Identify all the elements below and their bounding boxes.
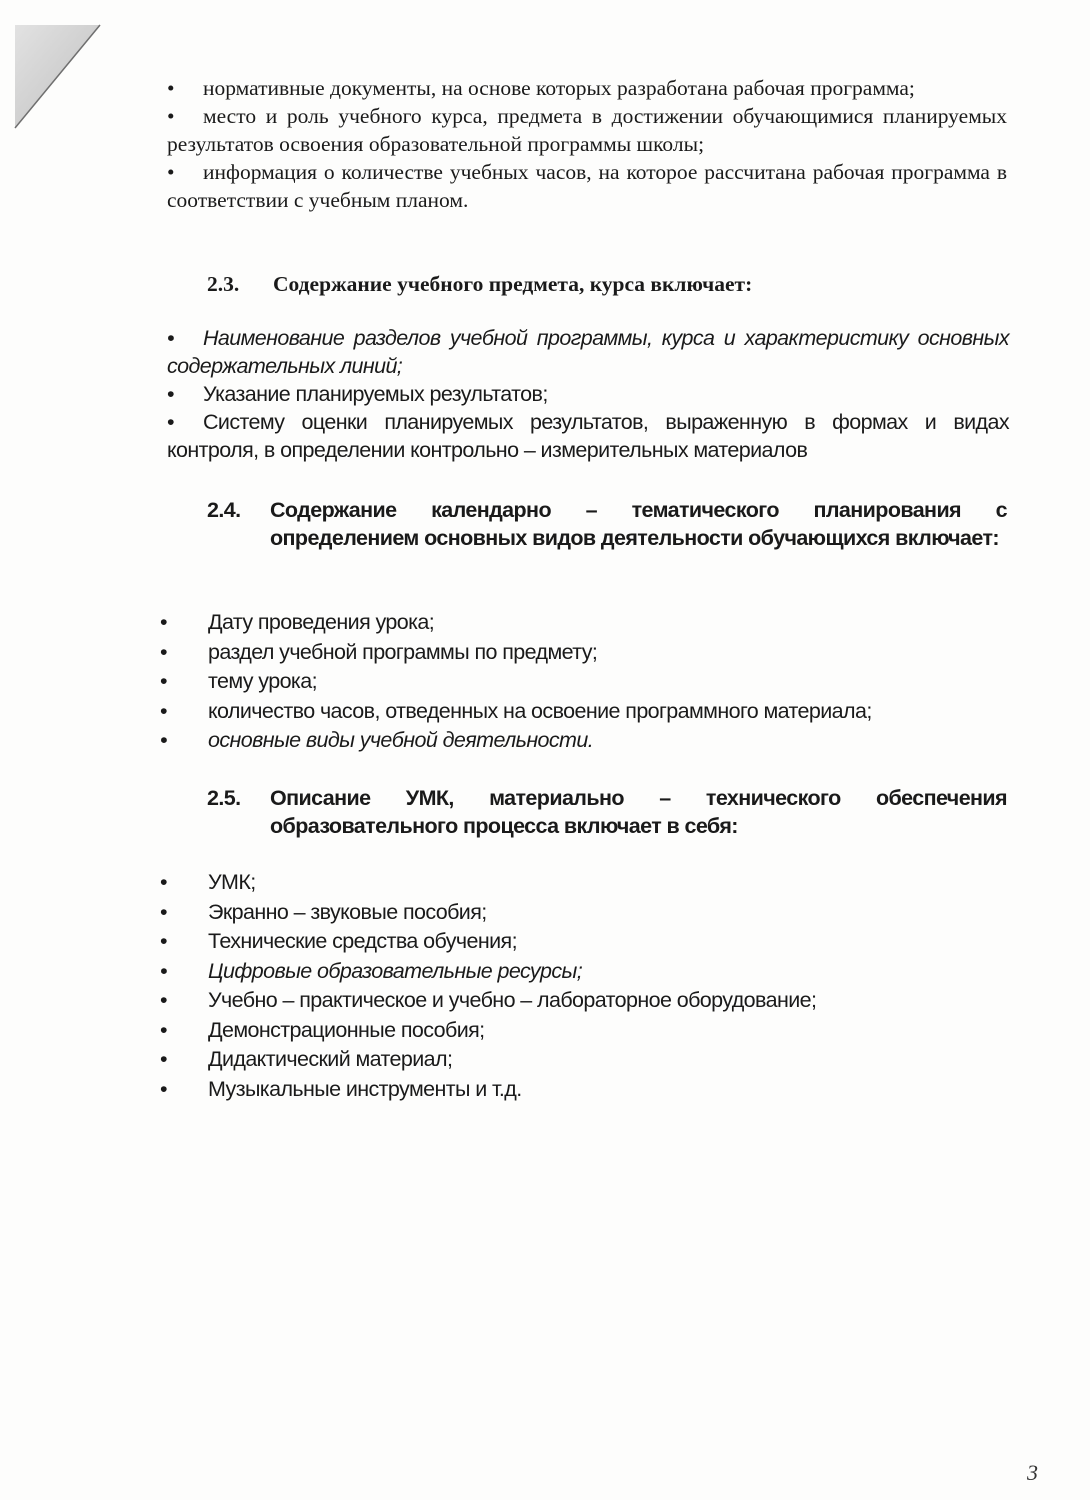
section-heading-2-4: 2.4. Содержание календарно – тематического планирования с определением основных видов деятельности обучающихся включает: xyxy=(207,498,1007,550)
section-2-4-list xyxy=(160,608,1010,756)
list-item: • основные виды учебной деятельности. xyxy=(160,728,594,752)
page-number: 3 xyxy=(1027,1460,1038,1485)
list-item: • Наименование разделов учебной программы, курса и характеристику основных содержательных линий; xyxy=(167,324,1009,380)
list-item: • Демонстрационные пособия; xyxy=(160,1017,485,1042)
section-heading-2-5: 2.5. Описание УМК, материально – технического обеспечения образовательного процесса включает в себя: xyxy=(207,786,1007,838)
list-item: • Дидактический материал; xyxy=(160,1047,453,1071)
list-item: • нормативные документы, на основе которых разработана рабочая программа; xyxy=(167,74,1007,102)
list-item: • Дату проведения урока; xyxy=(160,610,435,634)
list-item: • Указание планируемых результатов; xyxy=(167,380,1009,408)
list-item: • Музыкальные инструменты и т.д. xyxy=(160,1076,522,1101)
list-item: • Учебно – практическое и учебно – лабораторное оборудование; xyxy=(160,988,817,1012)
intro-list xyxy=(167,74,1007,214)
list-item: • УМК; xyxy=(160,870,256,894)
list-item: • информация о количестве учебных часов, на которое рассчитана рабочая программа в соответствии с учебным планом. xyxy=(167,158,1007,214)
folded-corner-scan-artifact xyxy=(0,0,110,135)
list-item: • Технические средства обучения; xyxy=(160,929,517,953)
list-item: • тему урока; xyxy=(160,669,317,693)
list-item: • Экранно – звуковые пособия; xyxy=(160,899,487,924)
list-item: • количество часов, отведенных на освоение программного материала; xyxy=(160,698,872,723)
section-2-3-list xyxy=(167,324,1009,464)
list-item: • раздел учебной программы по предмету; xyxy=(160,639,598,664)
section-heading-2-3: 2.3. Содержание учебного предмета, курса включает: xyxy=(207,272,753,296)
section-2-5-list xyxy=(160,868,1010,1104)
list-item: • Цифровые образовательные ресурсы; xyxy=(160,958,583,983)
list-item: • место и роль учебного курса, предмета в достижении обучающимися планируемых результатов освоения образовательной программы школы; xyxy=(167,102,1007,158)
list-item: • Систему оценки планируемых результатов, выраженную в формах и видах контроля, в определении контрольно – измерительных материалов xyxy=(167,408,1009,464)
